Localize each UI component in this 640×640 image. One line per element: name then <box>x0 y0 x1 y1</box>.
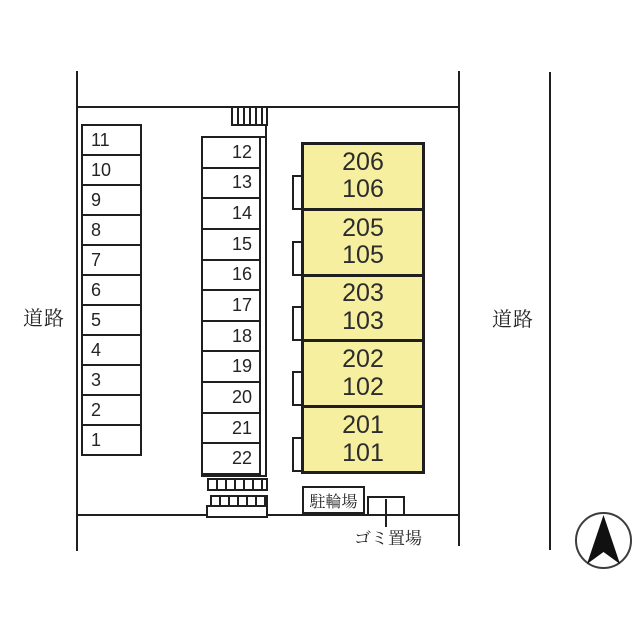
parking-space <box>81 274 142 306</box>
road-label-left: 道路 <box>23 308 65 330</box>
parking-space-number: 4 <box>91 339 102 360</box>
parking-space <box>201 289 261 322</box>
parking-space-number: 16 <box>231 264 252 285</box>
parking-space-number: 21 <box>231 417 252 438</box>
parking-space <box>201 228 261 261</box>
garbage-leader-line <box>385 499 387 527</box>
parking-space-number: 15 <box>231 233 252 254</box>
garbage-area-label: ゴミ置場 <box>354 529 422 548</box>
parking-space-number: 22 <box>231 448 252 469</box>
unit-box <box>304 145 422 208</box>
parking-space-number: 2 <box>91 399 102 420</box>
parking-space <box>81 424 142 456</box>
parking-space-number: 18 <box>231 325 252 346</box>
parking-space <box>81 334 142 366</box>
unit-number-upper: 202 <box>342 345 384 374</box>
stairs-connector-line <box>265 124 267 137</box>
building-units <box>301 142 425 474</box>
unit-box <box>304 274 422 340</box>
unit-number-lower: 103 <box>342 306 384 335</box>
unit-entrance-notch <box>292 437 303 472</box>
unit-box <box>304 405 422 471</box>
stairs-icon <box>231 106 268 126</box>
parking-space <box>81 184 142 216</box>
property-line-right <box>458 71 460 546</box>
parking-space <box>201 136 261 169</box>
road-edge-line-left <box>76 71 78 551</box>
north-arrow-icon <box>577 514 630 567</box>
parking-space <box>201 381 261 414</box>
unit-entrance-notch <box>292 306 303 341</box>
parking-column-middle <box>201 136 261 475</box>
parking-space <box>201 442 261 475</box>
road-label-right: 道路 <box>492 309 534 331</box>
unit-number-lower: 105 <box>342 241 384 270</box>
road-edge-line-far-right <box>549 72 551 550</box>
parking-space-number: 8 <box>91 219 102 240</box>
parking-space-number: 3 <box>91 369 102 390</box>
parking-column-left <box>81 124 142 456</box>
parking-space-number: 1 <box>91 429 102 450</box>
bicycle-rack-icon <box>207 478 268 491</box>
bicycle-rack-base <box>206 505 268 518</box>
parking-space <box>201 197 261 230</box>
property-line-top <box>76 106 460 108</box>
parking-space-number: 10 <box>91 159 112 180</box>
unit-number-upper: 206 <box>342 147 384 176</box>
compass <box>575 512 632 569</box>
parking-space <box>81 124 142 156</box>
parking-space <box>201 320 261 353</box>
unit-entrance-notch <box>292 241 303 276</box>
parking-space-number: 13 <box>231 172 252 193</box>
parking-space <box>81 364 142 396</box>
unit-number-upper: 205 <box>342 213 384 242</box>
unit-number-upper: 203 <box>342 279 384 308</box>
parking-space <box>81 244 142 276</box>
unit-number-lower: 101 <box>342 438 384 467</box>
parking-space <box>201 412 261 445</box>
parking-space <box>81 394 142 426</box>
parking-space-number: 17 <box>231 295 252 316</box>
parking-space-number: 14 <box>231 203 252 224</box>
unit-entrance-notch <box>292 371 303 406</box>
parking-space <box>201 167 261 200</box>
parking-space-number: 11 <box>91 129 110 150</box>
parking-space-number: 5 <box>91 309 102 330</box>
parking-space <box>201 259 261 292</box>
parking-space-number: 12 <box>231 141 252 162</box>
parking-space-number: 7 <box>91 249 102 270</box>
parking-space <box>201 350 261 383</box>
unit-number-lower: 102 <box>342 372 384 401</box>
parking-space-number: 6 <box>91 279 102 300</box>
unit-entrance-notch <box>292 175 303 210</box>
parking-space-number: 9 <box>91 189 102 210</box>
unit-number-lower: 106 <box>342 175 384 204</box>
parking-space-number: 20 <box>231 386 252 407</box>
parking-space <box>81 214 142 246</box>
parking-space-number: 19 <box>231 356 252 377</box>
unit-box <box>304 208 422 274</box>
parking-space <box>81 154 142 186</box>
unit-box <box>304 339 422 405</box>
unit-number-upper: 201 <box>342 411 384 440</box>
bicycle-parking-label: 駐輪場 <box>302 486 365 514</box>
parking-space <box>81 304 142 336</box>
